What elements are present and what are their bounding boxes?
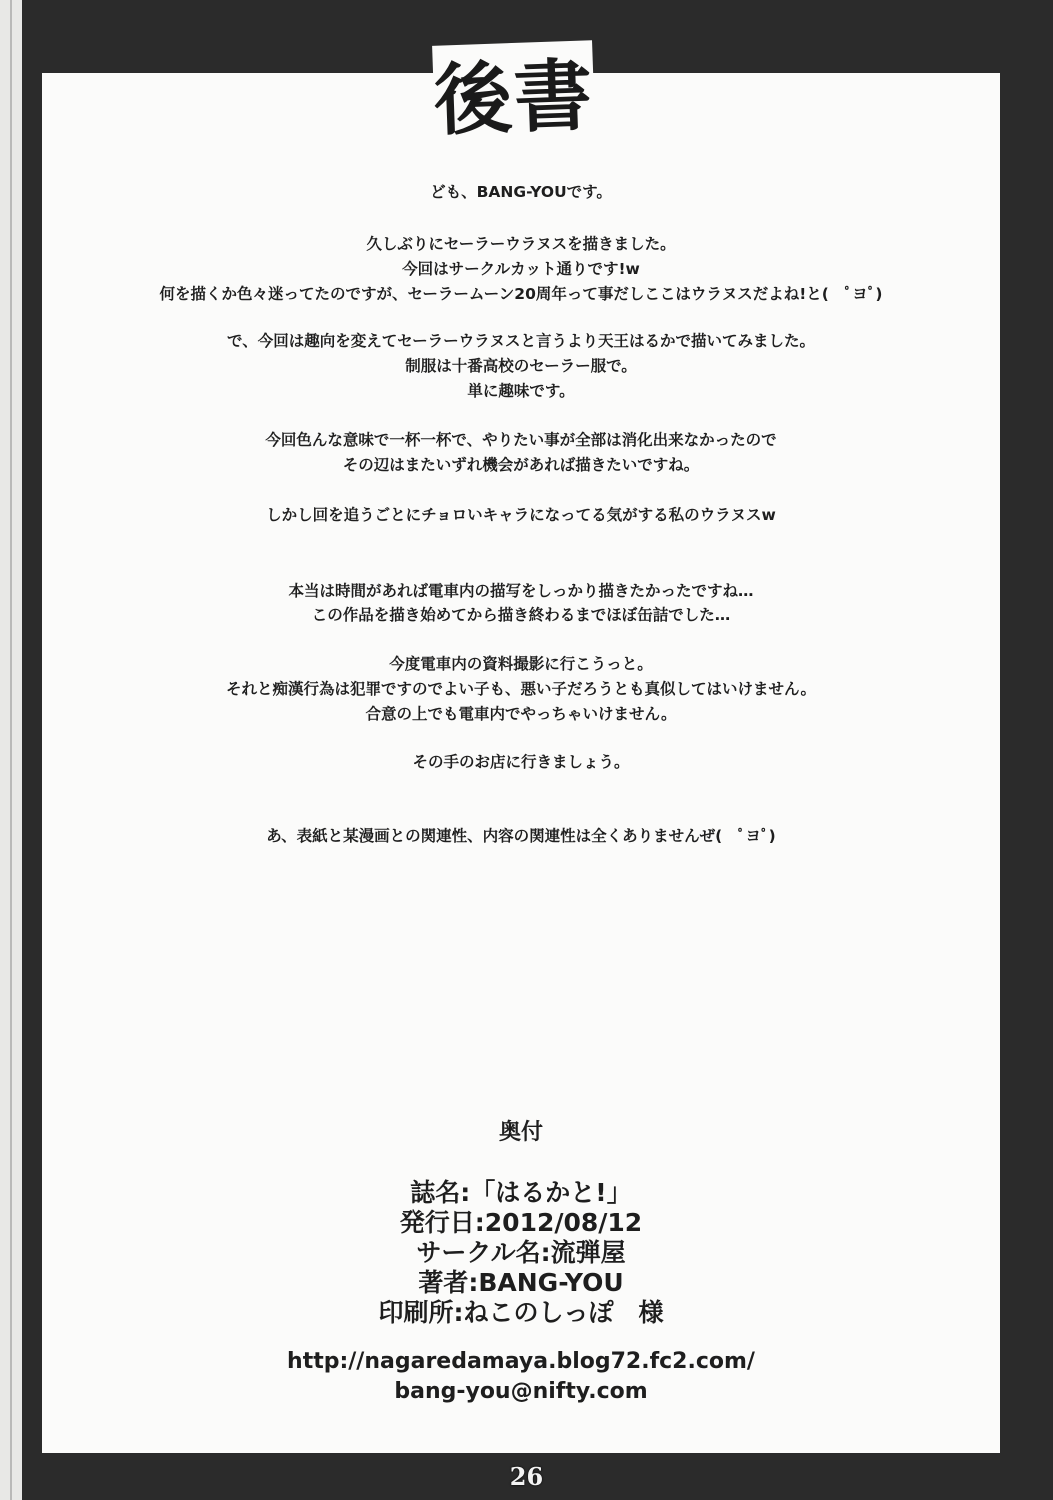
afterword-line: 久しぶりにセーラーウラヌスを描きました。: [366, 235, 676, 253]
afterword-line: 合意の上でも電車内でやっちゃいけません。: [365, 705, 677, 723]
afterword-line: 今回色んな意味で一杯一杯で、やりたい事が全部は消化出来なかったので: [265, 431, 777, 449]
email-address: bang-you@nifty.com: [394, 1379, 648, 1404]
page-heading: 後書: [432, 40, 596, 158]
afterword-line: その辺はまたいずれ機会があれば描きたいですね。: [342, 456, 700, 474]
afterword-line: で、今回は趣向を変えてセーラーウラヌスと言うより天王はるかで描いてみました。: [227, 332, 815, 350]
afterword-line: その手のお店に行きましょう。: [412, 753, 630, 771]
afterword-line: あ、表紙と某漫画との関連性、内容の関連性は全くありませんぜ( ﾟヨﾟ): [266, 827, 776, 845]
afterword-line: 何を描くか色々迷ってたのですが、セーラームーン20周年って事だしここはウラヌスだよね!と( ﾟヨﾟ): [159, 285, 883, 303]
website-url: http://nagaredamaya.blog72.fc2.com/: [287, 1349, 755, 1374]
afterword-line: 今回はサークルカット通りです!w: [402, 260, 640, 278]
afterword-line: それと痴漢行為は犯罪ですのでよい子も、悪い子だろうとも真似してはいけません。: [226, 680, 816, 698]
afterword-line: 制服は十番高校のセーラー服で。: [405, 357, 637, 375]
afterword-line: ども、BANG-YOUです。: [430, 183, 612, 201]
afterword-line: この作品を描き始めてから描き終わるまでほぼ缶詰でした…: [311, 606, 731, 624]
binding-edge-line: [10, 0, 12, 1500]
afterword-line: 今度電車内の資料撮影に行こうっと。: [389, 655, 653, 673]
colophon-line: 発行日:2012/08/12: [399, 1208, 643, 1237]
colophon-line: 誌名:「はるかと!」: [410, 1178, 632, 1207]
afterword-line: しかし回を追うごとにチョロいキャラになってる気がする私のウラヌスw: [266, 506, 776, 524]
colophon-title: 奥付: [498, 1120, 543, 1145]
page-panel: [42, 50, 1000, 1453]
page-number: 26: [509, 1462, 544, 1491]
colophon-line: 印刷所:ねこのしっぽ 様: [378, 1298, 664, 1327]
afterword-line: 単に趣味です。: [467, 382, 575, 400]
colophon-line: 著者:BANG-YOU: [418, 1268, 624, 1297]
colophon-line: サークル名:流弾屋: [416, 1238, 626, 1267]
afterword-line: 本当は時間があれば電車内の描写をしっかり描きたかったですね…: [288, 582, 754, 600]
